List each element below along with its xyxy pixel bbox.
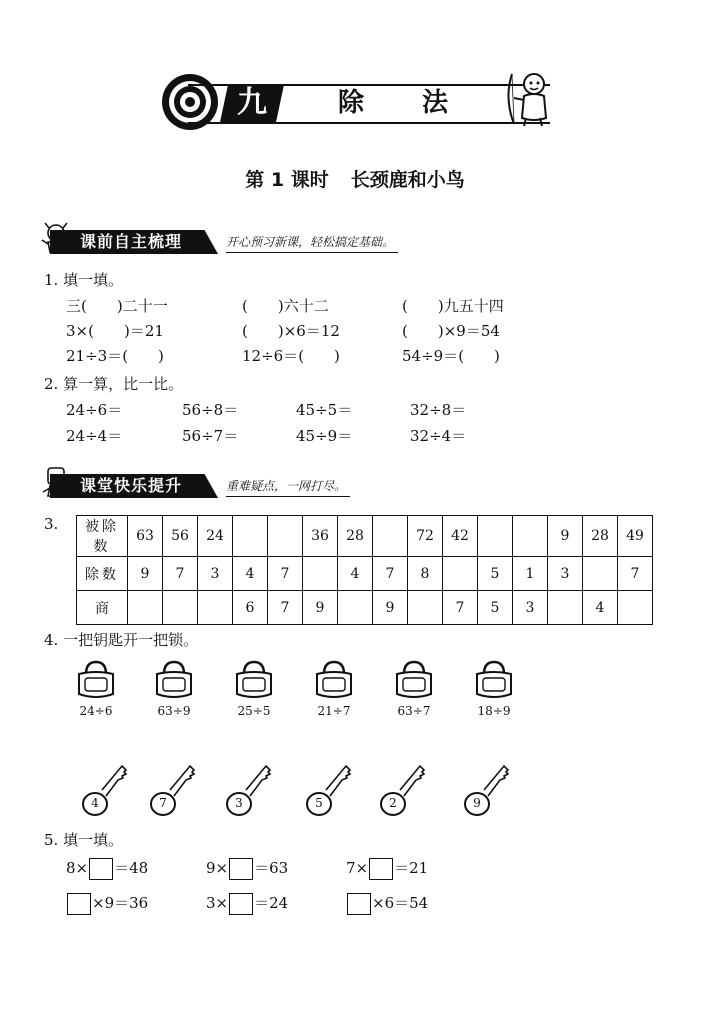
q5-suffix: ＝21 — [394, 859, 429, 877]
q2-cell: 45÷5＝ — [296, 401, 353, 419]
table-cell: 36 — [303, 516, 338, 557]
q3-number: 3. — [44, 515, 59, 533]
q5-prefix: 7× — [346, 859, 369, 877]
answer-box[interactable] — [229, 893, 253, 915]
table-cell: 3 — [548, 557, 583, 591]
table-header-dividend: 被除数 — [77, 516, 128, 557]
table-cell: 7 — [373, 557, 408, 591]
q5-item — [66, 893, 148, 915]
table-cell: 5 — [478, 557, 513, 591]
table-cell: 9 — [548, 516, 583, 557]
table-cell: 28 — [583, 516, 618, 557]
table-cell[interactable] — [478, 516, 513, 557]
table-row — [77, 516, 653, 557]
table-cell: 3 — [198, 557, 233, 591]
chapter-title: 除法 — [338, 88, 507, 118]
section1-banner — [50, 230, 218, 254]
lesson-label: 第 1 课时 — [245, 169, 329, 191]
q5-prefix: 9× — [206, 859, 229, 877]
lock[interactable] — [312, 660, 356, 718]
q5-suffix: ＝63 — [254, 859, 289, 877]
table-cell: 9 — [373, 591, 408, 625]
key-label: 4 — [91, 796, 99, 810]
lock[interactable] — [392, 660, 436, 718]
table-cell: 7 — [163, 557, 198, 591]
q5-item — [206, 893, 288, 915]
q2-cell: 24÷4＝ — [66, 427, 123, 445]
table-cell[interactable] — [128, 591, 163, 625]
key[interactable] — [462, 762, 512, 818]
q5-suffix: ＝24 — [254, 894, 289, 912]
key[interactable] — [224, 762, 274, 818]
table-cell[interactable] — [338, 591, 373, 625]
q2-cell: 56÷7＝ — [182, 427, 239, 445]
section2-banner — [50, 474, 218, 498]
q1-cell: 21÷3＝( ) — [66, 347, 164, 365]
table-cell: 1 — [513, 557, 548, 591]
q1-cell: ( )×9＝54 — [402, 322, 500, 340]
key-label: 9 — [473, 796, 481, 810]
q5-prefix: 3× — [206, 894, 229, 912]
table-cell: 72 — [408, 516, 443, 557]
key-label: 5 — [315, 796, 323, 810]
lock[interactable] — [152, 660, 196, 718]
q5-item — [346, 893, 428, 915]
table-cell: 42 — [443, 516, 478, 557]
table-cell[interactable] — [198, 591, 233, 625]
lesson-title — [0, 165, 710, 192]
q1-cell: ( )九五十四 — [402, 297, 504, 315]
table-cell[interactable] — [618, 591, 653, 625]
table-cell: 7 — [443, 591, 478, 625]
table-cell: 7 — [268, 557, 303, 591]
lock-icon — [153, 660, 195, 700]
lock-icon — [393, 660, 435, 700]
table-cell: 8 — [408, 557, 443, 591]
table-cell[interactable] — [268, 516, 303, 557]
section1-subtitle: 开心预习新课，轻松搞定基础。 — [226, 232, 398, 253]
q2-title: 2. 算一算，比一比。 — [44, 375, 184, 393]
lock[interactable] — [472, 660, 516, 718]
q1-cell: ( )六十二 — [242, 297, 329, 315]
lock-label: 25÷5 — [237, 704, 271, 718]
lock-icon — [75, 660, 117, 700]
key[interactable] — [378, 762, 428, 818]
section2-title: 课堂快乐提升 — [80, 476, 183, 495]
answer-box[interactable] — [229, 858, 253, 880]
table-cell: 63 — [128, 516, 163, 557]
q1-cell: ( )×6＝12 — [242, 322, 340, 340]
table-cell[interactable] — [233, 516, 268, 557]
table-cell[interactable] — [303, 557, 338, 591]
table-cell: 3 — [513, 591, 548, 625]
lock-icon — [313, 660, 355, 700]
lock-label: 24÷6 — [79, 704, 113, 718]
q1-title: 1. 填一填。 — [44, 271, 124, 289]
table-cell[interactable] — [548, 591, 583, 625]
q2-cell: 32÷4＝ — [410, 427, 467, 445]
table-cell: 49 — [618, 516, 653, 557]
table-cell[interactable] — [583, 557, 618, 591]
lesson-name: 长颈鹿和小鸟 — [350, 169, 465, 191]
q2-cell: 45÷9＝ — [296, 427, 353, 445]
table-cell: 24 — [198, 516, 233, 557]
answer-box[interactable] — [89, 858, 113, 880]
table-cell: 9 — [128, 557, 163, 591]
lock[interactable] — [74, 660, 118, 718]
table-cell: 5 — [478, 591, 513, 625]
q1-cell: 3×( )＝21 — [66, 322, 164, 340]
answer-box[interactable] — [67, 893, 91, 915]
q2-cell: 24÷6＝ — [66, 401, 123, 419]
table-header-divisor: 除数 — [77, 557, 128, 591]
lock-label: 18÷9 — [477, 704, 511, 718]
table-cell: 4 — [338, 557, 373, 591]
section2-subtitle: 重难疑点，一网打尽。 — [226, 476, 350, 497]
archer-mascot-icon — [506, 70, 554, 128]
table-cell: 4 — [233, 557, 268, 591]
q5-prefix: 8× — [66, 859, 89, 877]
q5-suffix: ×9＝36 — [92, 894, 149, 912]
q5-title: 5. 填一填。 — [44, 831, 124, 849]
q5-suffix: ＝48 — [114, 859, 149, 877]
lock-icon — [473, 660, 515, 700]
table-cell[interactable] — [163, 591, 198, 625]
key[interactable] — [80, 762, 130, 818]
table-cell[interactable] — [513, 516, 548, 557]
table-cell: 7 — [268, 591, 303, 625]
table-cell[interactable] — [443, 557, 478, 591]
table-cell: 4 — [583, 591, 618, 625]
chapter-number: 九 — [237, 85, 267, 120]
table-cell: 7 — [618, 557, 653, 591]
lock[interactable] — [232, 660, 276, 718]
table-header-quotient: 商 — [77, 591, 128, 625]
answer-box[interactable] — [369, 858, 393, 880]
q5-suffix: ×6＝54 — [372, 894, 429, 912]
table-row — [77, 557, 653, 591]
key-label: 2 — [389, 796, 397, 810]
table-cell: 6 — [233, 591, 268, 625]
table-cell: 28 — [338, 516, 373, 557]
lock-label: 21÷7 — [317, 704, 351, 718]
table-cell: 9 — [303, 591, 338, 625]
section1-title: 课前自主梳理 — [80, 232, 183, 251]
q2-cell: 56÷8＝ — [182, 401, 239, 419]
q5-item — [206, 858, 288, 880]
key[interactable] — [304, 762, 354, 818]
division-table — [76, 515, 653, 625]
table-row — [77, 591, 653, 625]
lock-label: 63÷7 — [397, 704, 431, 718]
q4-title: 4. 一把钥匙开一把锁。 — [44, 631, 199, 649]
lock-icon — [233, 660, 275, 700]
table-cell[interactable] — [408, 591, 443, 625]
q5-item — [346, 858, 428, 880]
q1-cell: 54÷9＝( ) — [402, 347, 500, 365]
q2-cell: 32÷8＝ — [410, 401, 467, 419]
key-label: 3 — [235, 796, 243, 810]
q1-cell: 三( )二十一 — [66, 297, 168, 315]
lock-label: 63÷9 — [157, 704, 191, 718]
key-label: 7 — [159, 796, 167, 810]
q5-item — [66, 858, 148, 880]
answer-box[interactable] — [347, 893, 371, 915]
table-cell[interactable] — [373, 516, 408, 557]
key[interactable] — [148, 762, 198, 818]
q1-cell: 12÷6＝( ) — [242, 347, 340, 365]
table-cell: 56 — [163, 516, 198, 557]
